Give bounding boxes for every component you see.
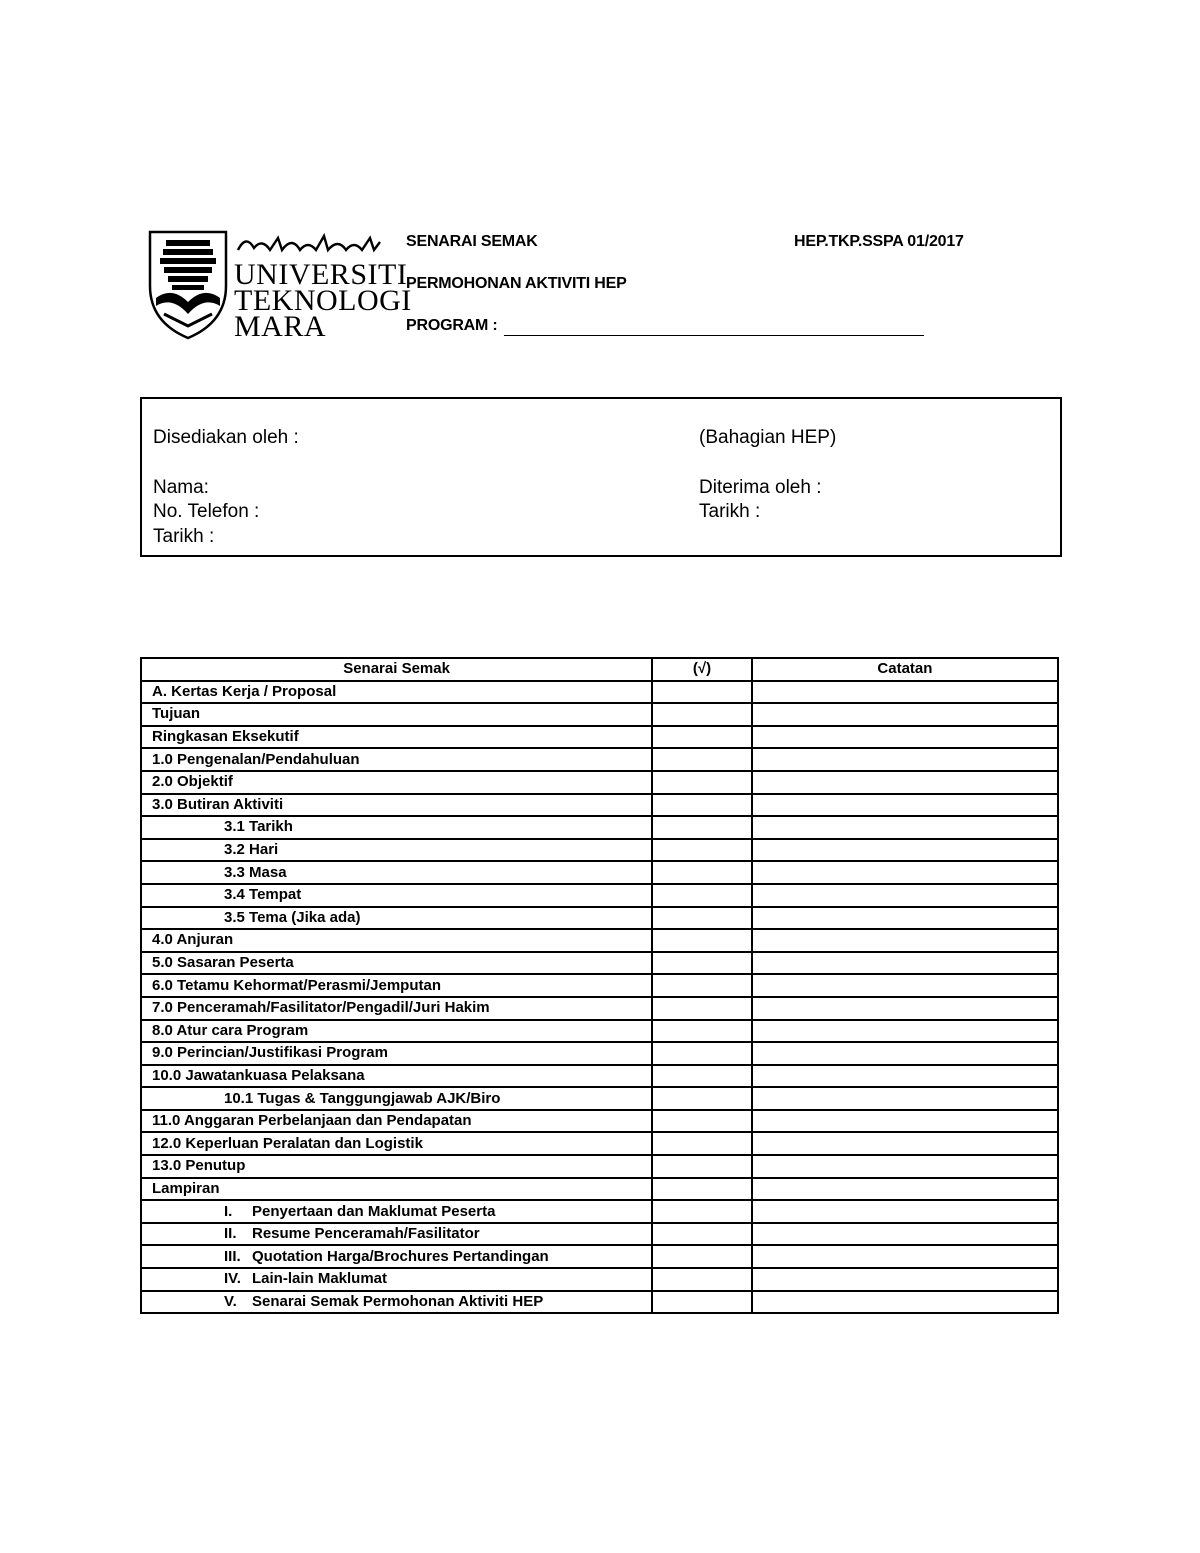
tick-cell[interactable] xyxy=(652,681,752,704)
item-label: Lampiran xyxy=(152,1179,220,1197)
checklist-item xyxy=(141,907,652,930)
notes-cell[interactable] xyxy=(752,1087,1058,1110)
checklist-item xyxy=(141,1087,652,1110)
table-row xyxy=(141,816,1058,839)
tick-cell[interactable] xyxy=(652,748,752,771)
item-number: IV. xyxy=(224,1270,241,1288)
item-label: 1.0 Pengenalan/Pendahuluan xyxy=(152,750,360,768)
logo-line-3: MARA xyxy=(234,310,327,343)
item-label: A. Kertas Kerja / Proposal xyxy=(152,682,337,700)
checklist-item xyxy=(141,974,652,997)
tick-cell[interactable] xyxy=(652,1132,752,1155)
tick-cell[interactable] xyxy=(652,1087,752,1110)
item-label: 8.0 Atur cara Program xyxy=(152,1021,309,1039)
notes-cell[interactable] xyxy=(752,816,1058,839)
checklist-item xyxy=(141,748,652,771)
tick-cell[interactable] xyxy=(652,997,752,1020)
header-notes: Catatan xyxy=(752,658,1058,681)
item-label: Resume Penceramah/Fasilitator xyxy=(252,1225,480,1243)
checklist-item xyxy=(141,952,652,975)
item-label: 9.0 Perincian/Justifikasi Program xyxy=(152,1044,388,1062)
checklist-item xyxy=(141,794,652,817)
item-number: II. xyxy=(224,1225,237,1243)
notes-cell[interactable] xyxy=(752,974,1058,997)
item-label: 7.0 Penceramah/Fasilitator/Pengadil/Juri Hakim xyxy=(152,999,490,1017)
date-right-label: Tarikh : xyxy=(699,501,761,522)
table-row xyxy=(141,1291,1058,1314)
item-label: Tujuan xyxy=(152,705,201,723)
item-label: 6.0 Tetamu Kehormat/Perasmi/Jemputan xyxy=(152,976,441,994)
item-label: 3.5 Tema (Jika ada) xyxy=(224,908,361,926)
notes-cell[interactable] xyxy=(752,794,1058,817)
item-label: 2.0 Objektif xyxy=(152,773,233,791)
tick-cell[interactable] xyxy=(652,952,752,975)
table-row xyxy=(141,1178,1058,1201)
item-label: 10.0 Jawatankuasa Pelaksana xyxy=(152,1066,365,1084)
item-label: 5.0 Sasaran Peserta xyxy=(152,954,294,972)
crest-icon xyxy=(146,226,230,342)
notes-cell[interactable] xyxy=(752,748,1058,771)
table-row xyxy=(141,748,1058,771)
notes-cell[interactable] xyxy=(752,1178,1058,1201)
item-label: 12.0 Keperluan Peralatan dan Logistik xyxy=(152,1134,423,1152)
table-row xyxy=(141,1223,1058,1246)
notes-cell[interactable] xyxy=(752,1223,1058,1246)
notes-cell[interactable] xyxy=(752,1245,1058,1268)
item-label: Quotation Harga/Brochures Pertandingan xyxy=(252,1247,549,1265)
checklist-body xyxy=(141,681,1058,1314)
table-row xyxy=(141,952,1058,975)
program-input-line[interactable] xyxy=(504,335,924,336)
tick-cell[interactable] xyxy=(652,1020,752,1043)
checklist-table xyxy=(140,657,1059,1314)
table-row xyxy=(141,974,1058,997)
tick-cell[interactable] xyxy=(652,1155,752,1178)
item-label: 4.0 Anjuran xyxy=(152,931,234,949)
notes-cell[interactable] xyxy=(752,1020,1058,1043)
logo-line-1: UNIVERSITI xyxy=(234,258,408,291)
table-row xyxy=(141,1132,1058,1155)
tick-cell[interactable] xyxy=(652,974,752,997)
checklist-item xyxy=(141,1020,652,1043)
item-label: 10.1 Tugas & Tanggungjawab AJK/Biro xyxy=(224,1089,501,1107)
table-row xyxy=(141,997,1058,1020)
checklist-item xyxy=(141,997,652,1020)
checklist-item xyxy=(141,1291,652,1314)
program-label: PROGRAM : xyxy=(406,317,498,334)
tick-cell[interactable] xyxy=(652,861,752,884)
notes-cell[interactable] xyxy=(752,1291,1058,1314)
checklist-item xyxy=(141,1155,652,1178)
notes-cell[interactable] xyxy=(752,997,1058,1020)
notes-cell[interactable] xyxy=(752,861,1058,884)
table-row xyxy=(141,794,1058,817)
item-number: V. xyxy=(224,1292,237,1310)
notes-cell[interactable] xyxy=(752,703,1058,726)
item-label: Penyertaan dan Maklumat Peserta xyxy=(252,1202,496,1220)
table-row xyxy=(141,861,1058,884)
table-row xyxy=(141,681,1058,704)
tick-cell[interactable] xyxy=(652,1178,752,1201)
notes-cell[interactable] xyxy=(752,952,1058,975)
prepared-by-label: Disediakan oleh : xyxy=(153,427,299,448)
table-row xyxy=(141,907,1058,930)
checklist-item xyxy=(141,1065,652,1088)
tick-cell[interactable] xyxy=(652,1110,752,1133)
document-title: SENARAI SEMAK xyxy=(406,233,538,250)
received-by-label: Diterima oleh : xyxy=(699,477,822,498)
table-row xyxy=(141,1268,1058,1291)
item-label: Senarai Semak Permohonan Aktiviti HEP xyxy=(252,1292,544,1310)
item-label: 3.4 Tempat xyxy=(224,886,302,904)
tick-cell[interactable] xyxy=(652,907,752,930)
checklist-item xyxy=(141,1132,652,1155)
header-checklist: Senarai Semak xyxy=(141,658,652,681)
table-row xyxy=(141,929,1058,952)
tick-cell[interactable] xyxy=(652,771,752,794)
logo-line-2: TEKNOLOGI xyxy=(234,284,412,317)
notes-cell[interactable] xyxy=(752,681,1058,704)
notes-cell[interactable] xyxy=(752,1042,1058,1065)
name-label: Nama: xyxy=(153,477,209,498)
checklist-item xyxy=(141,816,652,839)
item-number: III. xyxy=(224,1247,241,1265)
notes-cell[interactable] xyxy=(752,1200,1058,1223)
table-row xyxy=(141,703,1058,726)
item-label: 3.0 Butiran Aktiviti xyxy=(152,795,284,813)
university-logo xyxy=(146,226,412,343)
checklist-item xyxy=(141,1245,652,1268)
notes-cell[interactable] xyxy=(752,907,1058,930)
table-row xyxy=(141,1042,1058,1065)
table-row xyxy=(141,1245,1058,1268)
item-label: Lain-lain Maklumat xyxy=(252,1270,388,1288)
table-row xyxy=(141,1110,1058,1133)
item-label: 13.0 Penutup xyxy=(152,1157,246,1175)
table-row xyxy=(141,884,1058,907)
item-label: 11.0 Anggaran Perbelanjaan dan Pendapatan xyxy=(152,1112,472,1130)
checklist-item xyxy=(141,726,652,749)
checklist-item xyxy=(141,703,652,726)
checklist-item xyxy=(141,884,652,907)
item-label: 3.1 Tarikh xyxy=(224,818,293,836)
item-number: I. xyxy=(224,1202,233,1220)
notes-cell[interactable] xyxy=(752,726,1058,749)
table-row xyxy=(141,839,1058,862)
checklist-item xyxy=(141,1178,652,1201)
applicant-info-box xyxy=(140,397,1062,557)
tick-cell[interactable] xyxy=(652,1065,752,1088)
notes-cell[interactable] xyxy=(752,1110,1058,1133)
tick-cell[interactable] xyxy=(652,1245,752,1268)
notes-cell[interactable] xyxy=(752,1155,1058,1178)
item-label: 3.2 Hari xyxy=(224,841,279,859)
tick-cell[interactable] xyxy=(652,794,752,817)
logo-wordmark xyxy=(234,258,412,343)
arabic-script-icon xyxy=(234,230,384,258)
table-row xyxy=(141,1200,1058,1223)
notes-cell[interactable] xyxy=(752,1268,1058,1291)
tick-cell[interactable] xyxy=(652,726,752,749)
table-row xyxy=(141,1065,1058,1088)
table-header-row xyxy=(141,658,1058,681)
table-row xyxy=(141,1155,1058,1178)
tick-cell[interactable] xyxy=(652,703,752,726)
notes-cell[interactable] xyxy=(752,839,1058,862)
hep-section-label: (Bahagian HEP) xyxy=(699,427,837,448)
checklist-item xyxy=(141,1200,652,1223)
table-row xyxy=(141,1087,1058,1110)
header-tick: (√) xyxy=(652,658,752,681)
document-code: HEP.TKP.SSPA 01/2017 xyxy=(794,233,964,250)
tick-cell[interactable] xyxy=(652,1223,752,1246)
document-subtitle: PERMOHONAN AKTIVITI HEP xyxy=(406,275,627,292)
tick-cell[interactable] xyxy=(652,884,752,907)
item-label: 3.3 Masa xyxy=(224,863,287,881)
tick-cell[interactable] xyxy=(652,839,752,862)
tick-cell[interactable] xyxy=(652,1291,752,1314)
checklist-item xyxy=(141,1268,652,1291)
checklist-item xyxy=(141,681,652,704)
tick-cell[interactable] xyxy=(652,1268,752,1291)
notes-cell[interactable] xyxy=(752,1065,1058,1088)
date-left-label: Tarikh : xyxy=(153,526,215,547)
checklist-item xyxy=(141,771,652,794)
checklist-item xyxy=(141,1110,652,1133)
checklist-item xyxy=(141,861,652,884)
tick-cell[interactable] xyxy=(652,929,752,952)
phone-label: No. Telefon : xyxy=(153,501,260,522)
notes-cell[interactable] xyxy=(752,771,1058,794)
checklist-item xyxy=(141,1042,652,1065)
notes-cell[interactable] xyxy=(752,1132,1058,1155)
checklist-item xyxy=(141,839,652,862)
table-row xyxy=(141,1020,1058,1043)
tick-cell[interactable] xyxy=(652,1042,752,1065)
notes-cell[interactable] xyxy=(752,884,1058,907)
table-row xyxy=(141,726,1058,749)
tick-cell[interactable] xyxy=(652,816,752,839)
checklist-item xyxy=(141,929,652,952)
checklist-item xyxy=(141,1223,652,1246)
table-row xyxy=(141,771,1058,794)
tick-cell[interactable] xyxy=(652,1200,752,1223)
notes-cell[interactable] xyxy=(752,929,1058,952)
item-label: Ringkasan Eksekutif xyxy=(152,728,299,746)
